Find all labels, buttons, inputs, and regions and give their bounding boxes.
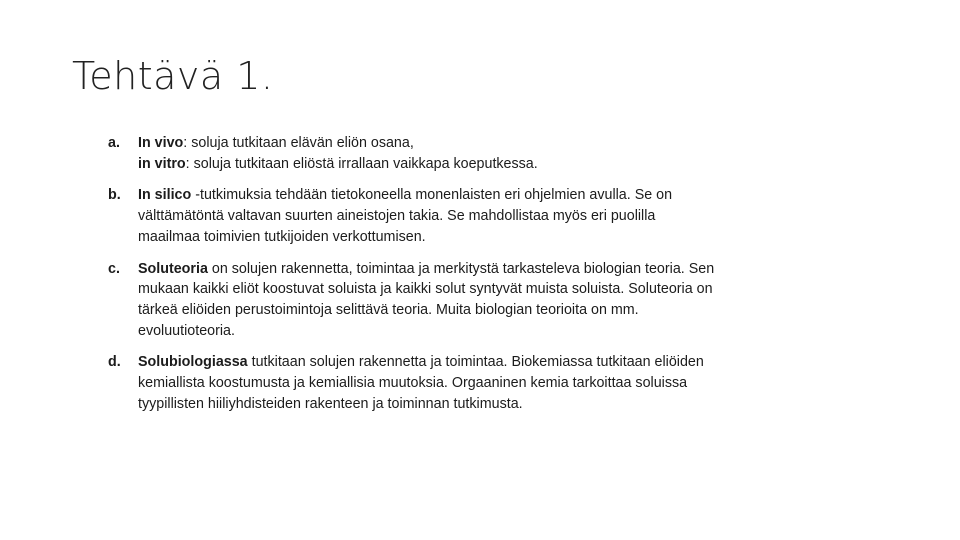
text-line	[138, 185, 838, 206]
list-item-a	[108, 133, 838, 174]
list-marker: d.	[108, 354, 121, 371]
text-line	[138, 321, 838, 342]
line-text: tyypillisten hiiliyhdisteiden rakenteen ja toiminnan tutkimusta.	[138, 395, 523, 412]
term: In vivo	[138, 135, 184, 151]
list-item-body	[138, 259, 838, 342]
slide-title: Tehtävä 1.	[72, 54, 274, 98]
line-text: tutkitaan solujen rakennetta ja toimintaa. Biokemiassa tutkitaan eliöiden	[247, 354, 704, 371]
list-marker: c.	[108, 260, 120, 277]
line-text: maailmaa toimivien tutkijoiden verkottumisen.	[138, 228, 426, 245]
line-text: on solujen rakennetta, toimintaa ja merkitystä tarkasteleva biologian teoria. Sen	[207, 260, 715, 277]
line-text: välttämätöntä valtavan suurten aineistojen takia. Se mahdollistaa myös eri puolilla	[138, 208, 656, 225]
line-text: tärkeä eliöiden perustoimintoja selittävä teoria. Muita biologian teorioita on mm.	[138, 301, 639, 318]
text-line	[138, 279, 838, 300]
line-text: evoluutioteoria.	[138, 322, 235, 339]
task-list	[108, 133, 838, 425]
list-item-b	[108, 185, 838, 247]
term: Solubiologiassa	[138, 354, 248, 371]
text-line	[138, 394, 838, 415]
line-text: : soluja tutkitaan eliöstä irrallaan vaikkapa koeputkessa.	[185, 155, 538, 172]
text-line	[138, 373, 838, 394]
text-line	[138, 133, 838, 154]
line-text: -tutkimuksia tehdään tietokoneella monenlaisten eri ohjelmien avulla. Se on	[191, 187, 673, 204]
text-line	[138, 300, 838, 321]
term: In silico	[138, 187, 192, 204]
text-line	[138, 154, 838, 175]
text-line	[138, 259, 838, 280]
list-item-body	[138, 185, 838, 247]
line-text: kemiallista koostumusta ja kemiallisia muutoksia. Orgaaninen kemia tarkoittaa soluissa	[138, 375, 688, 392]
list-item-c	[108, 259, 838, 342]
text-line	[138, 227, 838, 248]
list-item-d	[108, 352, 838, 414]
text-line	[138, 352, 838, 373]
list-marker: b.	[108, 187, 121, 204]
term: in vitro	[138, 155, 186, 172]
text-line	[138, 206, 838, 227]
list-marker: a.	[108, 135, 120, 151]
list-item-body	[138, 352, 838, 414]
line-text: mukaan kaikki eliöt koostuvat soluista ja kaikki solut syntyvät muista soluista. Soluteoria on	[138, 281, 713, 298]
line-text: : soluja tutkitaan elävän eliön osana,	[183, 135, 414, 151]
term: Soluteoria	[138, 260, 208, 277]
list-item-body	[138, 133, 838, 174]
